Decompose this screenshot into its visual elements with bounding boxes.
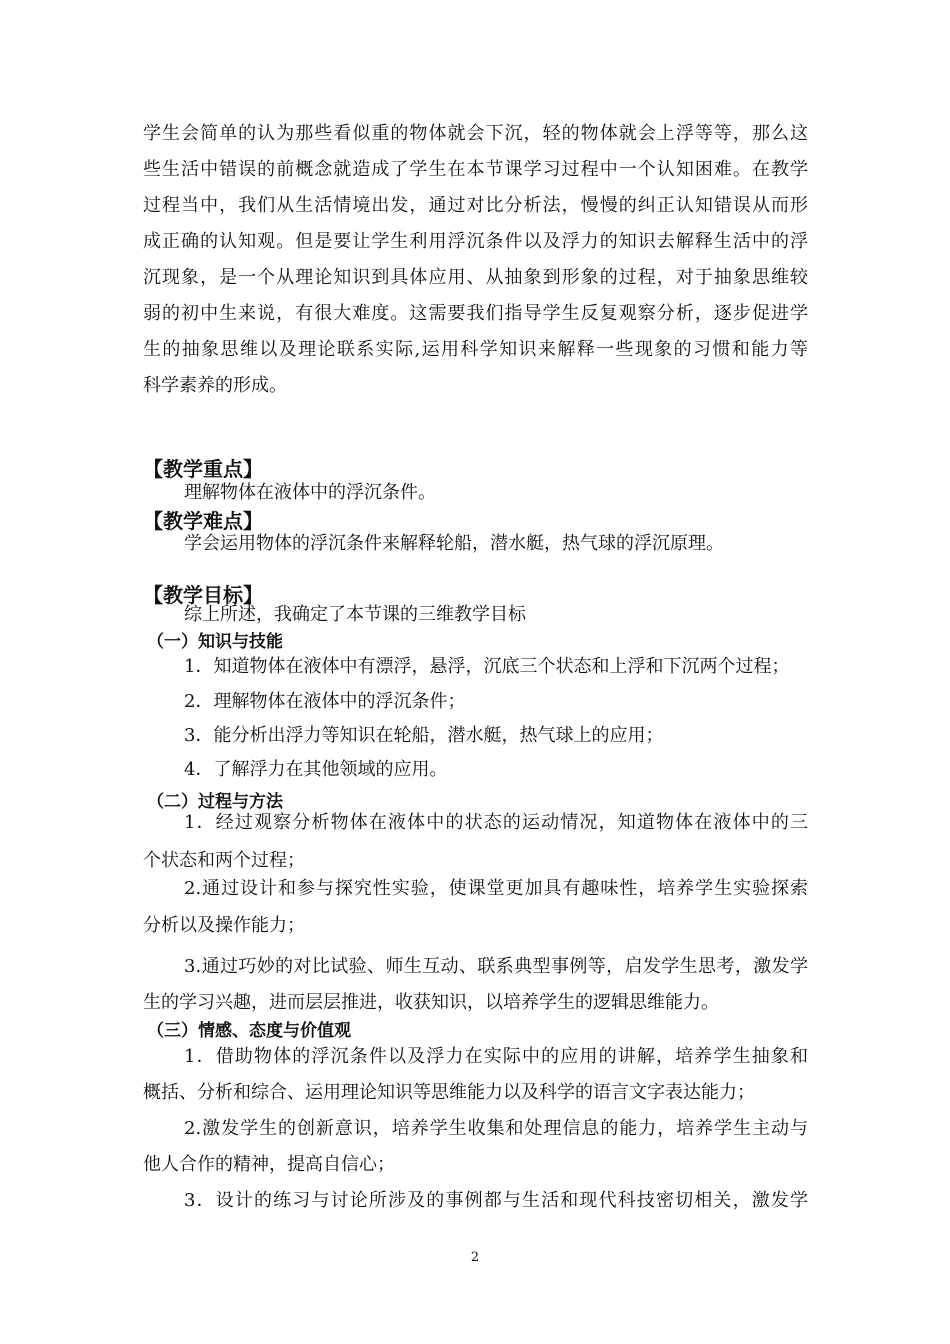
goals-intro: 综上所述，我确定了本节课的三维教学目标	[184, 604, 526, 625]
intro-line: 学生会简单的认为那些看似重的物体就会下沉，轻的物体就会上浮等等，那么这	[143, 123, 808, 144]
attitude-item-2-cont: 他人合作的精神，提高自信心；	[143, 1154, 395, 1175]
process-item-2-cont: 分析以及操作能力；	[143, 915, 305, 936]
intro-line: 过程当中，我们从生活情境出发，通过对比分析法，慢慢的纠正认知错误从而形	[143, 195, 808, 216]
knowledge-item: 1．知道物体在液体中有漂浮，悬浮，沉底三个状态和上浮和下沉两个过程；	[184, 656, 790, 677]
difficulty-heading: 【教学难点】	[143, 509, 263, 533]
intro-line: 生的抽象思维以及理论联系实际,运用科学知识来解释一些现象的习惯和能力等	[143, 339, 808, 360]
knowledge-heading: （一）知识与技能	[147, 632, 283, 652]
attitude-heading: （三）情感、态度与价值观	[147, 1021, 351, 1041]
attitude-item-1-cont: 概括、分析和综合、运用理论知识等思维能力以及科学的语言文字表达能力；	[143, 1082, 755, 1103]
intro-line: 些生活中错误的前概念就造成了学生在本节课学习过程中一个认知困难。在教学	[143, 159, 808, 180]
process-item-1-cont: 个状态和两个过程；	[143, 850, 305, 871]
page-number: 2	[470, 1250, 480, 1265]
attitude-item-1: 1．借助物体的浮沉条件以及浮力在实际中的应用的讲解，培养学生抽象和	[184, 1046, 808, 1067]
knowledge-item: 4．了解浮力在其他领域的应用。	[184, 759, 448, 780]
intro-line: 弱的初中生来说，有很大难度。这需要我们指导学生反复观察分析，逐步促进学	[143, 303, 808, 324]
intro-line: 成正确的认知观。但是要让学生利用浮沉条件以及浮力的知识去解释生活中的浮	[143, 231, 808, 252]
process-heading: （二）过程与方法	[147, 792, 283, 812]
process-item-3-cont: 生的学习兴趣，进而层层推进，收获知识，以培养学生的逻辑思维能力。	[143, 992, 719, 1013]
intro-line: 科学素养的形成。	[143, 375, 287, 396]
difficulty-text: 学会运用物体的浮沉条件来解释轮船，潜水艇，热气球的浮沉原理。	[184, 533, 724, 554]
key-point-heading: 【教学重点】	[143, 457, 263, 481]
intro-paragraph	[143, 116, 808, 404]
attitude-item-2: 2.激发学生的创新意识，培养学生收集和处理信息的能力，培养学生主动与	[184, 1118, 808, 1139]
intro-line: 沉现象，是一个从理论知识到具体应用、从抽象到形象的过程，对于抽象思维较	[143, 267, 808, 288]
process-item-3: 3.通过巧妙的对比试验、师生互动、联系典型事例等，启发学生思考，激发学	[184, 956, 808, 977]
process-item-2: 2.通过设计和参与探究性实验，使课堂更加具有趣味性，培养学生实验探索	[184, 878, 808, 899]
knowledge-item: 3．能分析出浮力等知识在轮船，潜水艇，热气球上的应用；	[184, 725, 664, 746]
process-item-1: 1．经过观察分析物体在液体中的状态的运动情况，知道物体在液体中的三	[184, 812, 808, 833]
attitude-item-3: 3．设计的练习与讨论所涉及的事例都与生活和现代科技密切相关，激发学	[184, 1190, 808, 1211]
key-point-text: 理解物体在液体中的浮沉条件。	[184, 482, 436, 503]
goals-heading: 【教学目标】	[143, 583, 263, 607]
knowledge-item: 2．理解物体在液体中的浮沉条件；	[184, 691, 466, 712]
